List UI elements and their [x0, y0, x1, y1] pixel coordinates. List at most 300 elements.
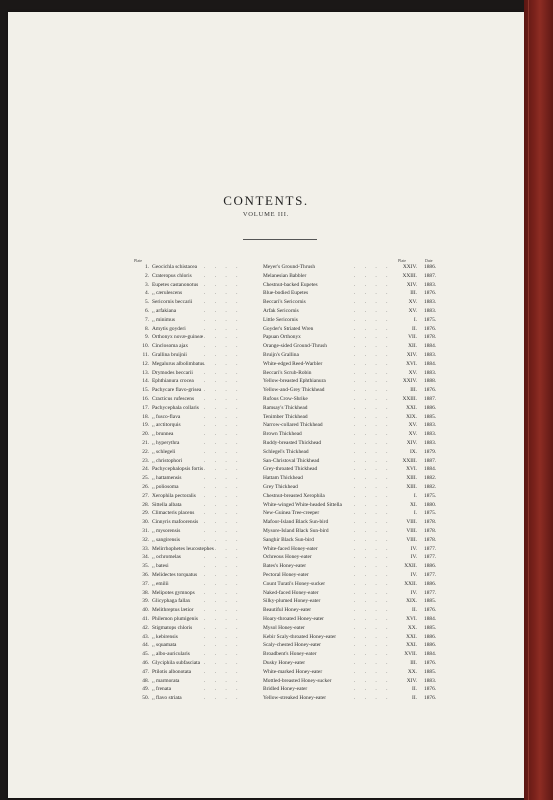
latin-name: ,, arfakiana	[152, 308, 177, 314]
plate-date: 1887.	[424, 457, 437, 464]
latin-name: ,, cærulescens	[152, 290, 183, 297]
leader-dots: . . . .	[204, 360, 242, 367]
entry-number: 23.	[142, 457, 149, 464]
english-name: Grey-throated Thickhead	[263, 466, 318, 473]
header-plate-number: Plate	[134, 258, 142, 263]
leader-dots: . . . .	[204, 492, 242, 499]
latin-name: ,, albo-auricularis	[152, 651, 190, 658]
leader-dots: . . . .	[204, 563, 242, 570]
entry-number: 30.	[142, 519, 149, 526]
contents-entry	[0, 537, 553, 546]
latin-name: Glyciphila subfasciata	[152, 660, 201, 666]
english-name: Grey Thickhead	[263, 484, 298, 490]
plate-number: VIII.	[406, 519, 417, 526]
plate-number: XXI.	[406, 633, 417, 640]
leader-dots: . . . .	[204, 536, 242, 543]
english-name: Scaly-chested Honey-eater	[263, 642, 321, 649]
plate-date: 1883.	[424, 308, 437, 314]
entry-number: 44.	[142, 642, 149, 649]
entry-number: 2.	[144, 272, 149, 279]
plate-date: 1878.	[424, 334, 437, 341]
contents-entry	[0, 422, 553, 431]
leader-dots: . . . .	[204, 660, 242, 666]
plate-date: 1877.	[424, 589, 437, 596]
contents-entry	[0, 678, 553, 687]
latin-name: Cinclosoma ajax	[152, 343, 189, 350]
leader-dots: . . . .	[204, 404, 242, 411]
leader-dots: . . . .	[354, 536, 392, 543]
leader-dots: . . . .	[354, 264, 392, 270]
plate-date: 1877.	[424, 545, 437, 552]
contents-entry	[0, 282, 553, 291]
latin-name: ,, arctitorquis	[152, 422, 181, 429]
plate-number: XXII.	[404, 563, 417, 570]
plate-date: 1883.	[424, 352, 437, 358]
english-name: San-Christoval Thickhead	[263, 457, 320, 464]
contents-entry	[0, 361, 553, 370]
leader-dots: . . . .	[354, 325, 392, 332]
entry-number: 7.	[144, 316, 149, 323]
plate-date: 1876.	[424, 290, 437, 297]
english-name: Bruijn's Grallina	[263, 352, 299, 358]
entry-number: 9.	[144, 334, 149, 341]
plate-number: XX.	[407, 624, 417, 631]
leader-dots: . . . .	[204, 695, 242, 702]
entry-number: 29.	[142, 510, 149, 517]
plate-number: XIV.	[406, 440, 417, 446]
leader-dots: . . . .	[354, 413, 392, 420]
entry-number: 28.	[142, 501, 149, 508]
entry-number: 49.	[142, 686, 149, 693]
english-name: Goyder's Striated Wren	[263, 325, 314, 332]
contents-entry	[0, 405, 553, 414]
plate-date: 1886.	[424, 404, 437, 411]
english-name: Brown Thickhead	[263, 431, 302, 438]
contents-entry	[0, 616, 553, 625]
latin-name: Melipotes gymnops	[152, 589, 195, 596]
leader-dots: . . . .	[354, 695, 392, 702]
english-name: Mysol Honey-eater	[263, 624, 305, 631]
plate-number: XXIII.	[402, 457, 417, 464]
entry-number: 19.	[142, 422, 149, 429]
plate-date: 1882.	[424, 484, 437, 490]
plate-number: III.	[410, 290, 417, 297]
plate-date: 1880.	[424, 501, 437, 508]
plate-date: 1882.	[424, 475, 437, 482]
plate-date: 1883.	[424, 422, 437, 429]
latin-name: Geocichla schistacea	[152, 264, 198, 270]
plate-number: XXI.	[406, 642, 417, 649]
entry-number: 13.	[142, 369, 149, 376]
plate-date: 1886.	[424, 633, 437, 640]
leader-dots: . . . .	[354, 404, 392, 411]
leader-dots: . . . .	[354, 396, 392, 402]
latin-name: ,, marmorata	[152, 677, 180, 684]
english-name: White-faced Honey-eater	[263, 545, 318, 552]
plate-number: XI.	[409, 501, 417, 508]
plate-number: XV.	[408, 299, 417, 306]
plate-number: II.	[412, 695, 417, 702]
entry-number: 22.	[142, 448, 149, 455]
leader-dots: . . . .	[354, 616, 392, 622]
contents-entry	[0, 299, 553, 308]
leader-dots: . . . .	[204, 422, 242, 429]
contents-entry	[0, 431, 553, 440]
plate-date: 1884.	[424, 466, 437, 473]
english-name: Yellow-breasted Ephthianura	[263, 378, 326, 385]
plate-date: 1883.	[424, 369, 437, 376]
english-name: Chestnut-backed Eupetes	[263, 281, 318, 288]
english-name: Kebir Scaly-throated Honey-eater	[263, 633, 337, 640]
latin-name: Amytis goyderi	[152, 325, 186, 332]
contents-entry	[0, 396, 553, 405]
plate-number: I.	[413, 510, 417, 517]
entry-number: 35.	[142, 563, 149, 570]
leader-dots: . . . .	[204, 396, 242, 402]
entry-number: 20.	[142, 431, 149, 438]
plate-number: XXIV.	[402, 264, 417, 270]
latin-name: ,, frenata	[152, 686, 172, 693]
header-plate-column: Plate	[398, 258, 406, 263]
plate-date: 1886.	[424, 580, 437, 587]
contents-entry	[0, 528, 553, 537]
english-name: Melanesian Babbler	[263, 272, 307, 279]
contents-entry	[0, 572, 553, 581]
contents-entry	[0, 625, 553, 634]
leader-dots: . . . .	[354, 352, 392, 358]
entry-number: 12.	[142, 360, 149, 367]
leader-dots: . . . .	[204, 466, 242, 473]
plate-number: XV.	[408, 431, 417, 438]
entry-number: 17.	[142, 404, 149, 411]
leader-dots: . . . .	[204, 299, 242, 306]
plate-number: XXIII.	[402, 396, 417, 402]
leader-dots: . . . .	[354, 299, 392, 306]
entry-number: 27.	[142, 492, 149, 499]
leader-dots: . . . .	[204, 272, 242, 279]
latin-name: Grallina bruijnii	[152, 352, 187, 358]
contents-entry	[0, 607, 553, 616]
contents-entry	[0, 458, 553, 467]
leader-dots: . . . .	[204, 440, 242, 446]
leader-dots: . . . .	[204, 607, 242, 614]
plate-number: XIV.	[406, 677, 417, 684]
leader-dots: . . . .	[354, 651, 392, 658]
entry-number: 4.	[144, 290, 149, 297]
plate-date: 1883.	[424, 299, 437, 306]
english-name: Sanghir Black Sun-bird	[263, 536, 314, 543]
contents-entry	[0, 264, 553, 273]
leader-dots: . . . .	[354, 475, 392, 482]
contents-entry	[0, 308, 553, 317]
contents-entry	[0, 378, 553, 387]
latin-name: ,, schlegeli	[152, 448, 176, 455]
english-name: Little Sericornis	[263, 316, 298, 323]
leader-dots: . . . .	[204, 431, 242, 438]
leader-dots: . . . .	[204, 589, 242, 596]
leader-dots: . . . .	[204, 686, 242, 693]
leader-dots: . . . .	[204, 598, 242, 605]
contents-entry	[0, 634, 553, 643]
entry-number: 38.	[142, 589, 149, 596]
entry-number: 32.	[142, 536, 149, 543]
english-name: Meyer's Ground-Thrush	[263, 264, 316, 270]
plate-number: XIII.	[406, 484, 417, 490]
leader-dots: . . . .	[204, 501, 242, 508]
english-name: Yellow-and-Grey Thickhead	[263, 387, 325, 394]
plate-date: 1883.	[424, 440, 437, 446]
english-name: Dusky Honey-eater	[263, 660, 306, 666]
english-name: Broadbent's Honey-eater	[263, 651, 317, 658]
leader-dots: . . . .	[354, 316, 392, 323]
contents-entry	[0, 669, 553, 678]
english-name: Silky-plumed Honey-eater	[263, 598, 321, 605]
plate-date: 1876.	[424, 686, 437, 693]
english-name: Ochreous Honey-eater	[263, 554, 312, 561]
leader-dots: . . . .	[204, 264, 242, 270]
latin-name: Megalurus albolimbatus	[152, 360, 205, 367]
leader-dots: . . . .	[204, 387, 242, 394]
english-name: Hattam Thickhead	[263, 475, 303, 482]
latin-name: Melirrhophetes leucostephes	[152, 545, 214, 552]
entry-number: 14.	[142, 378, 149, 385]
english-name: Mafoor-Island Black Sun-bird	[263, 519, 329, 526]
contents-entry	[0, 326, 553, 335]
header-date-column: Date	[425, 258, 433, 263]
english-name: Schlegel's Thickhead	[263, 448, 309, 455]
leader-dots: . . . .	[354, 528, 392, 534]
contents-entry	[0, 519, 553, 528]
latin-name: Cinnyris mafoorensis	[152, 519, 199, 526]
plate-number: XXII.	[404, 580, 417, 587]
contents-entry	[0, 642, 553, 651]
latin-name: Cracticus rufescens	[152, 396, 195, 402]
leader-dots: . . . .	[204, 642, 242, 649]
latin-name: ,, ochromelas	[152, 554, 181, 561]
plate-date: 1879.	[424, 448, 437, 455]
leader-dots: . . . .	[354, 607, 392, 614]
plate-date: 1885.	[424, 413, 437, 420]
entry-number: 37.	[142, 580, 149, 587]
contents-entry	[0, 290, 553, 299]
leader-dots: . . . .	[354, 572, 392, 578]
leader-dots: . . . .	[354, 492, 392, 499]
leader-dots: . . . .	[354, 554, 392, 561]
plate-number: XXIII.	[402, 272, 417, 279]
entry-number: 39.	[142, 598, 149, 605]
leader-dots: . . . .	[204, 457, 242, 464]
latin-name: Sericornis beccarii	[152, 299, 193, 306]
entry-number: 6.	[144, 308, 149, 314]
leader-dots: . . . .	[204, 677, 242, 684]
contents-entry	[0, 554, 553, 563]
leader-dots: . . . .	[204, 624, 242, 631]
latin-name: Eupetes castanonotus	[152, 281, 199, 288]
plate-date: 1885.	[424, 668, 437, 675]
leader-dots: . . . .	[354, 290, 392, 297]
contents-entry	[0, 502, 553, 511]
leader-dots: . . . .	[204, 554, 242, 561]
leader-dots: . . . .	[354, 510, 392, 517]
leader-dots: . . . .	[354, 272, 392, 279]
contents-entry	[0, 440, 553, 449]
entry-number: 36.	[142, 572, 149, 578]
leader-dots: . . . .	[354, 633, 392, 640]
english-name: Arfak Sericornis	[263, 308, 299, 314]
entry-number: 5.	[144, 299, 149, 306]
title-divider	[243, 239, 317, 240]
plate-date: 1878.	[424, 528, 437, 534]
leader-dots: . . . .	[204, 510, 242, 517]
plate-date: 1887.	[424, 272, 437, 279]
english-name: Tenimber Thickhead	[263, 413, 308, 420]
plate-number: IV.	[410, 554, 417, 561]
entry-number: 11.	[142, 352, 149, 358]
latin-name: Crateropus chloris	[152, 272, 192, 279]
plate-number: XX.	[407, 668, 417, 675]
contents-entry	[0, 581, 553, 590]
leader-dots: . . . .	[354, 422, 392, 429]
leader-dots: . . . .	[354, 642, 392, 649]
english-name: Ruddy-breasted Thickhead	[263, 440, 322, 446]
latin-name: ,, batesi	[152, 563, 169, 570]
leader-dots: . . . .	[204, 281, 242, 288]
latin-name: ,, kebirensis	[152, 633, 178, 640]
leader-dots: . . . .	[354, 563, 392, 570]
leader-dots: . . . .	[204, 580, 242, 587]
leader-dots: . . . .	[204, 448, 242, 455]
plate-number: IV.	[410, 545, 417, 552]
leader-dots: . . . .	[204, 651, 242, 658]
latin-name: Sittella albata	[152, 501, 182, 508]
latin-name: Pachycephala collaris	[152, 404, 199, 411]
plate-number: XV.	[408, 308, 417, 314]
leader-dots: . . . .	[204, 308, 242, 314]
english-name: Orange-sided Ground-Thrush	[263, 343, 327, 350]
english-name: Beccari's Sericornis	[263, 299, 306, 306]
plate-date: 1886.	[424, 264, 437, 270]
entry-number: 16.	[142, 396, 149, 402]
leader-dots: . . . .	[204, 475, 242, 482]
latin-name: Ptilotis albonotata	[152, 668, 192, 675]
plate-number: II.	[412, 607, 417, 614]
leader-dots: . . . .	[354, 448, 392, 455]
plate-number: XXIV.	[402, 378, 417, 385]
plate-number: XV.	[408, 422, 417, 429]
contents-entry	[0, 475, 553, 484]
leader-dots: . . . .	[354, 484, 392, 490]
latin-name: Philemon plumigenis	[152, 616, 198, 622]
entry-number: 33.	[142, 545, 149, 552]
contents-entry	[0, 466, 553, 475]
entry-number: 48.	[142, 677, 149, 684]
english-name: Mottled-breasted Honey-sucker	[263, 677, 332, 684]
leader-dots: . . . .	[354, 378, 392, 385]
latin-name: ,, sangirensis	[152, 536, 180, 543]
latin-name: Glicyphaga fallax	[152, 598, 191, 605]
leader-dots: . . . .	[204, 484, 242, 490]
leader-dots: . . . .	[354, 580, 392, 587]
leader-dots: . . . .	[204, 334, 242, 341]
plate-number: III.	[410, 387, 417, 394]
leader-dots: . . . .	[354, 668, 392, 675]
plate-date: 1883.	[424, 677, 437, 684]
leader-dots: . . . .	[204, 572, 242, 578]
plate-number: XVII.	[404, 651, 417, 658]
plate-number: XIII.	[406, 475, 417, 482]
plate-number: IV.	[410, 572, 417, 578]
leader-dots: . . . .	[204, 413, 242, 420]
latin-name: ,, squamata	[152, 642, 177, 649]
plate-number: IX.	[409, 448, 417, 455]
english-name: Hoary-throated Honey-eater	[263, 616, 324, 622]
contents-entry	[0, 273, 553, 282]
english-name: Ramsay's Thickhead	[263, 404, 308, 411]
leader-dots: . . . .	[354, 598, 392, 605]
plate-date: 1878.	[424, 519, 437, 526]
leader-dots: . . . .	[204, 316, 242, 323]
latin-name: Melidectes torquatus	[152, 572, 198, 578]
leader-dots: . . . .	[354, 308, 392, 314]
page-title: CONTENTS.	[223, 193, 309, 208]
plate-date: 1877.	[424, 572, 437, 578]
plate-number: III.	[410, 660, 417, 666]
entry-number: 24.	[142, 466, 149, 473]
leader-dots: . . . .	[204, 528, 242, 534]
plate-number: XVI.	[406, 466, 417, 473]
leader-dots: . . . .	[354, 431, 392, 438]
entry-number: 8.	[144, 325, 149, 332]
entry-number: 3.	[144, 281, 149, 288]
english-name: Count Turati's Honey-sucker	[263, 580, 326, 587]
leader-dots: . . . .	[204, 519, 242, 526]
leader-dots: . . . .	[354, 440, 392, 446]
contents-entry	[0, 370, 553, 379]
english-name: Beautiful Honey-eater	[263, 607, 312, 614]
latin-name: Xerophila pectoralis	[152, 492, 196, 499]
plate-number: XIX.	[406, 413, 417, 420]
entry-number: 42.	[142, 624, 149, 631]
english-name: Beccari's Scrub-Robin	[263, 369, 312, 376]
entry-number: 1.	[144, 264, 149, 270]
plate-date: 1884.	[424, 360, 437, 367]
leader-dots: . . . .	[354, 369, 392, 376]
latin-name: ,, fusco-flava	[152, 413, 181, 420]
entry-number: 41.	[142, 616, 149, 622]
leader-dots: . . . .	[354, 677, 392, 684]
english-name: White-marked Honey-eater	[263, 668, 323, 675]
leader-dots: . . . .	[354, 624, 392, 631]
plate-date: 1875.	[424, 316, 437, 323]
leader-dots: . . . .	[204, 343, 242, 350]
leader-dots: . . . .	[354, 501, 392, 508]
plate-number: XII.	[408, 343, 417, 350]
entry-number: 15.	[142, 387, 149, 394]
latin-name: ,, poliosoma	[152, 484, 179, 490]
plate-number: II.	[412, 325, 417, 332]
entry-number: 47.	[142, 668, 149, 675]
leader-dots: . . . .	[354, 281, 392, 288]
plate-date: 1876.	[424, 660, 437, 666]
plate-date: 1886.	[424, 563, 437, 570]
leader-dots: . . . .	[354, 360, 392, 367]
entry-number: 43.	[142, 633, 149, 640]
plate-date: 1875.	[424, 510, 437, 517]
leader-dots: . . . .	[204, 325, 242, 332]
plate-number: II.	[412, 686, 417, 693]
contents-entry	[0, 484, 553, 493]
latin-name: Orthonyx novæ-guineæ	[152, 334, 204, 341]
